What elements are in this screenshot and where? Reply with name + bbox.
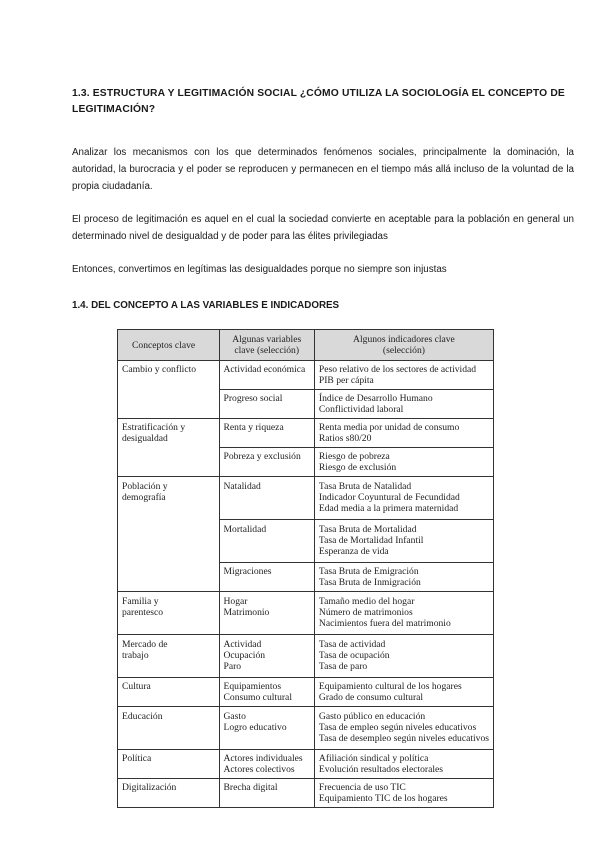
variable-text: Natalidad [223,481,261,492]
header-variables [219,330,314,361]
indicator-text: Tasa Bruta de Inmigración [318,577,421,588]
indicator-text: Nacimientos fuera del matrimonio [318,618,451,629]
section-heading-1-3 [72,86,574,118]
concept-text: Población y [122,481,168,492]
indicators-cell [314,592,493,635]
variables-cell [219,563,314,592]
variable-text: Equipamientos [223,681,282,692]
variable-text: Actores colectivos [223,764,295,775]
table-header-row [118,330,494,361]
concept-cell [118,678,220,707]
variable-text: Paro [223,661,242,672]
variable-text: Consumo cultural [223,692,292,703]
indicators-cell [314,707,493,750]
variables-cell [219,520,314,563]
variable-text: Progreso social [223,393,283,404]
indicators-cell [314,563,493,592]
indicators-cell [314,779,493,808]
concepts-table [117,329,494,808]
concept-text: demografía [122,492,166,503]
table-row [118,678,494,707]
indicators-cell [314,678,493,707]
indicators-cell [314,390,493,419]
heading-line-1: 1.3. ESTRUCTURA Y LEGITIMACIÓN SOCIAL ¿CÓMO UTILIZA LA SOCIOLOGÍA EL CONCEPTO DE [72,88,565,99]
indicator-text: Tasa Bruta de Mortalidad [318,524,417,535]
concept-cell [118,779,220,808]
indicator-text: Gasto público en educación [318,711,426,722]
indicators-cell [314,750,493,779]
indicator-text: Riesgo de pobreza [318,451,390,462]
variable-text: Matrimonio [223,607,270,618]
document-page [72,86,574,314]
indicator-text: Indicador Coyuntural de Fecundidad [318,492,460,503]
header-indicadores-line2: (selección) [382,345,425,356]
header-variables-line1: Algunas variables [232,334,302,345]
indicator-text: Renta media por unidad de consumo [318,422,460,433]
table-row [118,592,494,635]
concept-text: desigualdad [122,433,168,444]
indicator-text: Grado de consumo cultural [318,692,424,703]
indicator-text: Tasa de empleo según niveles educativos [318,722,477,733]
indicator-text: Afiliación sindical y política [318,753,429,764]
variables-cell [219,448,314,477]
table-row [118,750,494,779]
paragraph-analizar: Analizar los mecanismos con los que determinados fenómenos sociales, principalmente la dominación, la autoridad, la burocracia y el poder se reproducen y permanecen en el tiempo más allá incluso de la voluntad de la propia ciudadanía. [72,147,574,192]
variables-cell [219,477,314,520]
concept-text: Cultura [122,681,151,692]
indicators-cell [314,635,493,678]
concept-cell [118,477,220,592]
paragraph-entonces: Entonces, convertimos en legítimas las desigualdades porque no siempre son injustas [72,264,447,275]
table-row [118,477,494,520]
section-heading-1-4: 1.4. DEL CONCEPTO A LAS VARIABLES E INDICADORES [72,300,340,311]
header-conceptos-clave: Conceptos clave [118,330,220,361]
concept-text: Digitalización [122,782,177,793]
indicators-cell [314,361,493,390]
variable-text: Ocupación [223,650,266,661]
variable-text: Hogar [223,596,248,607]
variables-cell [219,419,314,448]
indicator-text: Tasa de actividad [318,639,386,650]
variables-cell [219,779,314,808]
concept-cell [118,707,220,750]
variable-text: Actividad económica [223,364,306,375]
indicators-cell [314,520,493,563]
concept-cell [118,419,220,477]
indicator-text: PIB per cápita [318,375,374,386]
indicators-cell [314,477,493,520]
paragraph-proceso-legitimacion: El proceso de legitimación es aquel en el cual la sociedad convierte en aceptable para la población en general un determinado nivel de desigualdad y de poder para las élites privilegiadas [72,214,574,242]
table-row [118,779,494,808]
indicator-text: Peso relativo de los sectores de actividad [318,364,477,375]
indicator-text: Conflictividad laboral [318,404,404,415]
indicator-text: Tamaño medio del hogar [318,596,415,607]
concept-text: Educación [122,711,163,722]
table-row [118,707,494,750]
variable-text: Actores individuales [223,753,303,764]
heading-line-2: LEGITIMACIÓN? [72,104,156,115]
concept-cell [118,592,220,635]
concept-text: parentesco [122,607,164,618]
concept-text: Familia y [122,596,159,607]
variable-text: Pobreza y exclusión [223,451,301,462]
variables-cell [219,678,314,707]
indicator-text: Frecuencia de uso TIC [318,782,406,793]
indicator-text: Tasa de Mortalidad Infantil [318,535,424,546]
variables-cell [219,361,314,390]
indicator-text: Edad media a la primera maternidad [318,503,459,514]
indicator-text: Ratios s80/20 [318,433,372,444]
concept-text: trabajo [122,650,149,661]
concept-cell [118,361,220,419]
table-row [118,635,494,678]
variables-cell [219,592,314,635]
indicator-text: Índice de Desarrollo Humano [318,393,433,404]
concept-text: Mercado de [122,639,168,650]
indicators-cell [314,419,493,448]
concept-text: Política [122,753,152,764]
indicators-cell [314,448,493,477]
indicator-text: Tasa Bruta de Emigración [318,566,419,577]
concept-cell [118,750,220,779]
indicator-text: Riesgo de exclusión [318,462,397,473]
variables-cell [219,750,314,779]
variables-cell [219,707,314,750]
variables-cell [219,390,314,419]
concept-cell [118,635,220,678]
variables-cell [219,635,314,678]
table-row [118,361,494,390]
indicator-text: Número de matrimonios [318,607,413,618]
variable-text: Brecha digital [223,782,278,793]
header-variables-line2: clave (selección) [234,345,300,356]
indicator-text: Tasa de ocupación [318,650,390,661]
table-body [118,361,494,808]
indicator-text: Tasa Bruta de Natalidad [318,481,412,492]
concept-text: Cambio y conflicto [122,364,197,375]
header-indicadores [314,330,493,361]
variable-text: Logro educativo [223,722,287,733]
variable-text: Renta y riqueza [223,422,284,433]
indicator-text: Equipamiento TIC de los hogares [318,793,448,804]
indicator-text: Evolución resultados electorales [318,764,444,775]
concept-text: Estratificación y [122,422,186,433]
indicator-text: Tasa de paro [318,661,368,672]
indicator-text: Tasa de desempleo según niveles educativos [318,733,489,744]
variable-text: Gasto [223,711,246,722]
header-indicadores-line1: Algunos indicadores clave [353,334,455,345]
table-row [118,419,494,448]
variable-text: Migraciones [223,566,272,577]
variable-text: Mortalidad [223,524,267,535]
variable-text: Actividad [223,639,262,650]
indicator-text: Esperanza de vida [318,546,389,557]
indicator-text: Equipamiento cultural de los hogares [318,681,462,692]
